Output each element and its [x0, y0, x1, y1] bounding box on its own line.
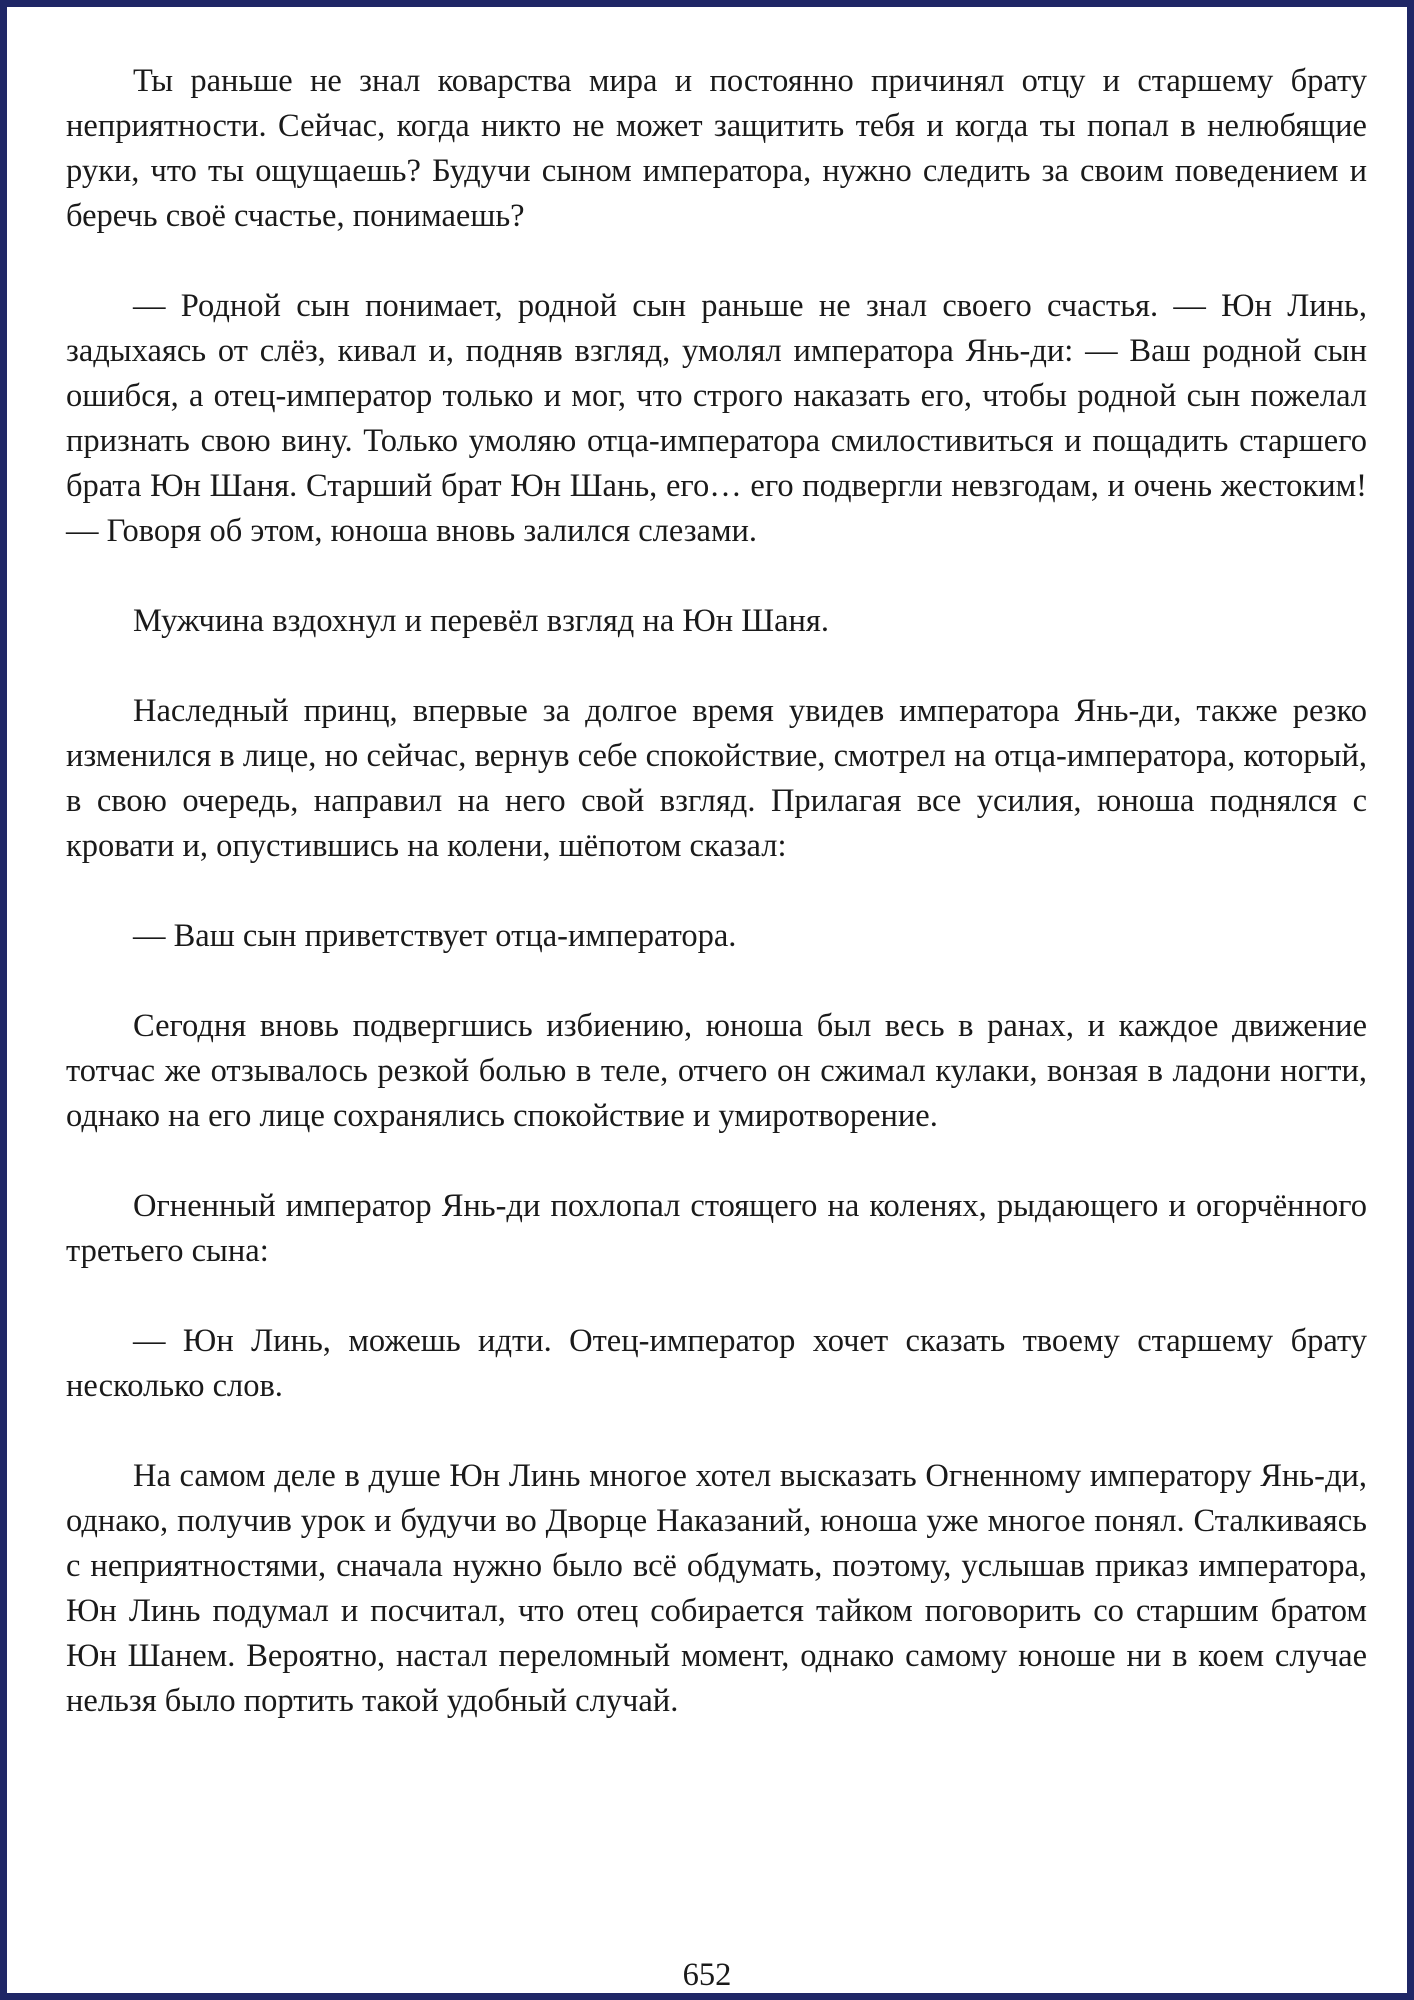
paragraph: Наследный принц, впервые за долгое время увидев императора Янь-ди, также резко изменился в лице, но сейчас, вернув себе спокойствие, смотрел на отца-императора, который, в свою очередь, направил на него свой взгляд. Прилагая все усилия, юноша поднялся с кровати и, опустившись на колени, шёпотом сказал:	[66, 693, 1367, 864]
paragraph: Ты раньше не знал коварства мира и постоянно причинял отцу и старшему брату неприятности. Сейчас, когда никто не может защитить тебя и когда ты попал в нелюбящие руки, что ты ощущаешь? Будучи сыном императора, нужно следить за своим поведением и беречь своё счастье, понимаешь?	[66, 63, 1367, 234]
paragraph: Огненный император Янь-ди похлопал стоящего на коленях, рыдающего и огорчённого третьего сына:	[66, 1188, 1367, 1269]
paragraph: Мужчина вздохнул и перевёл взгляд на Юн Шаня.	[133, 603, 829, 639]
paragraph: — Родной сын понимает, родной сын раньше не знал своего счастья. — Юн Линь, задыхаясь от слёз, кивал и, подняв взгляд, умолял императора Янь-ди: — Ваш родной сын ошибся, а отец-император только и мог, что строго наказать его, чтобы родной сын пожелал признать свою вину. Только умоляю отца-императора смилостивиться и пощадить старшего брата Юн Шаня. Старший брат Юн Шань, его… его подвергли невзгодам, и очень жестоким! — Говоря об этом, юноша вновь залился слезами.	[66, 288, 1367, 549]
paragraph: На самом деле в душе Юн Линь многое хотел высказать Огненному императору Янь-ди, однако, получив урок и будучи во Дворце Наказаний, юноша уже многое понял. Сталкиваясь с неприятностями, сначала нужно было всё обдумать, поэтому, услышав приказ императора, Юн Линь подумал и посчитал, что отец собирается тайком поговорить со старшим братом Юн Шанем. Вероятно, настал переломный момент, однако самому юноше ни в коем случае нельзя было портить такой удобный случай.	[66, 1458, 1367, 1719]
paragraph: — Юн Линь, можешь идти. Отец-император хочет сказать твоему старшему брату несколько слов.	[66, 1323, 1367, 1404]
paragraph: — Ваш сын приветствует отца-императора.	[133, 918, 737, 954]
text-body	[66, 59, 1367, 1724]
paragraph: Сегодня вновь подвергшись избиению, юноша был весь в ранах, и каждое движение тотчас же отзывалось резкой болью в теле, отчего он сжимал кулаки, вонзая в ладони ногти, однако на его лице сохранялись спокойствие и умиротворение.	[66, 1008, 1367, 1134]
page-number: 652	[682, 1957, 732, 1993]
